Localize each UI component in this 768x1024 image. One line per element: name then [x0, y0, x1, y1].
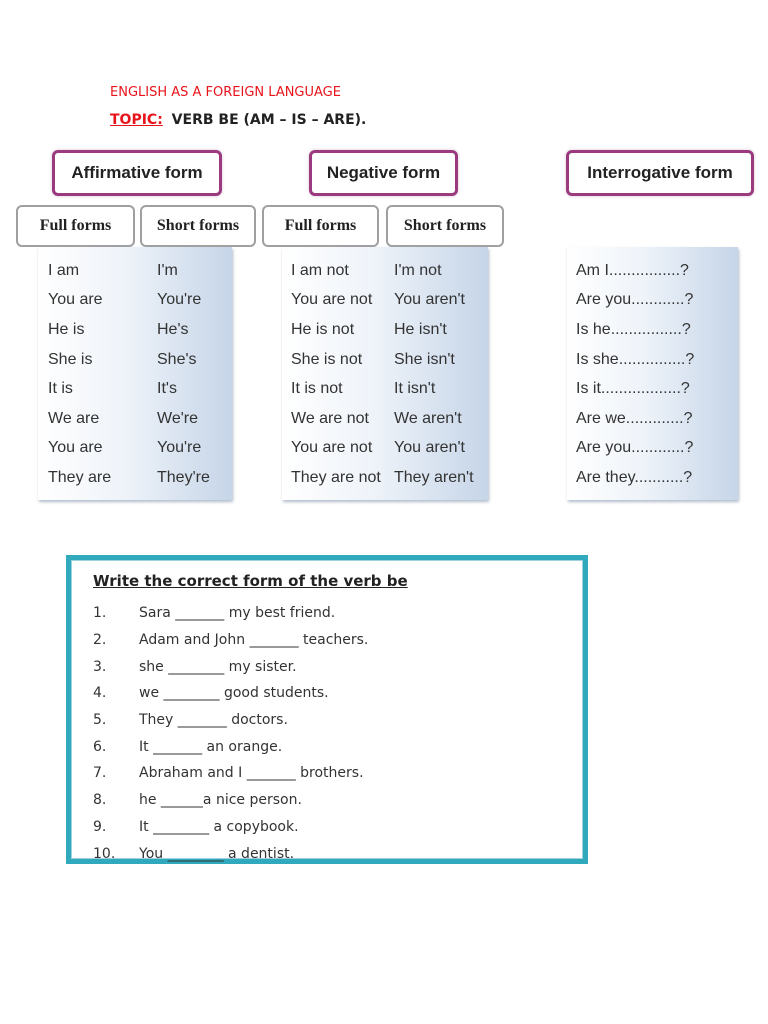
- affirmative-short-forms-header: Short forms: [140, 205, 256, 247]
- exercise-item: [93, 814, 368, 841]
- negative-row: [282, 374, 488, 404]
- interrogative-panel: [567, 247, 738, 500]
- exercise-title: Write the correct form of the verb be: [93, 572, 408, 590]
- affirmative-row: [38, 286, 232, 316]
- affirmative-short-cell: You're: [157, 439, 202, 457]
- interrogative-row: Is she...............?: [576, 350, 695, 368]
- exercise-list: [93, 600, 368, 867]
- interrogative-form-header: Interrogative form: [566, 150, 754, 196]
- affirmative-row: [38, 374, 232, 404]
- exercise-item-text: It ________ a copybook.: [139, 818, 299, 835]
- affirmative-rows: [38, 256, 232, 493]
- exercise-item: [93, 707, 368, 734]
- affirmative-full-cell: He is: [48, 320, 85, 338]
- affirmative-form-header: Affirmative form: [52, 150, 222, 196]
- affirmative-short-cell: He's: [157, 320, 189, 338]
- affirmative-short-cell: It's: [157, 380, 177, 398]
- interrogative-row: Is he................?: [576, 320, 691, 338]
- exercise-item-text: You ________ a dentist.: [139, 845, 295, 862]
- affirmative-full-cell: You are: [48, 439, 103, 457]
- negative-panel: [282, 247, 488, 500]
- affirmative-short-cell: We're: [157, 409, 198, 427]
- affirmative-row: [38, 434, 232, 464]
- exercise-item-number: 7.: [93, 765, 107, 782]
- negative-row: [282, 463, 488, 493]
- affirmative-full-cell: She is: [48, 350, 93, 368]
- exercise-item-text: They _______ doctors.: [139, 712, 288, 729]
- topic-line: [110, 112, 366, 128]
- exercise-item-number: 5.: [93, 712, 107, 729]
- exercise-item: [93, 787, 368, 814]
- negative-full-cell: It is not: [291, 380, 343, 398]
- exercise-item-text: he ______a nice person.: [139, 792, 302, 809]
- interrogative-row: Are you............?: [576, 291, 694, 309]
- exercise-item: [93, 733, 368, 760]
- negative-rows: [282, 256, 488, 493]
- exercise-item-text: we ________ good students.: [139, 685, 329, 702]
- negative-short-forms-header: Short forms: [386, 205, 504, 247]
- interrogative-row: Are they...........?: [576, 468, 693, 486]
- affirmative-full-cell: You are: [48, 291, 103, 309]
- negative-short-cell: It isn't: [394, 380, 436, 398]
- negative-short-cell: He isn't: [394, 320, 447, 338]
- negative-short-cell: You aren't: [394, 439, 465, 457]
- affirmative-row: [38, 463, 232, 493]
- negative-row: [282, 286, 488, 316]
- exercise-item-text: she ________ my sister.: [139, 658, 297, 675]
- negative-full-cell: You are not: [291, 439, 373, 457]
- affirmative-row: [38, 315, 232, 345]
- exercise-item-number: 6.: [93, 738, 107, 755]
- negative-row: [282, 345, 488, 375]
- negative-short-cell: They aren't: [394, 468, 474, 486]
- negative-short-cell: She isn't: [394, 350, 455, 368]
- negative-short-cell: I'm not: [394, 261, 442, 279]
- exercise-item: [93, 680, 368, 707]
- negative-short-cell: We aren't: [394, 409, 462, 427]
- negative-row: [282, 434, 488, 464]
- exercise-item-number: 2.: [93, 632, 107, 649]
- topic-text: VERB BE (AM – IS – ARE).: [171, 112, 367, 128]
- affirmative-row: [38, 404, 232, 434]
- affirmative-short-cell: You're: [157, 291, 202, 309]
- affirmative-short-cell: She's: [157, 350, 197, 368]
- exercise-item-text: Adam and John _______ teachers.: [139, 632, 369, 649]
- exercise-item-number: 9.: [93, 818, 107, 835]
- exercise-item-number: 4.: [93, 685, 107, 702]
- interrogative-row: Are you............?: [576, 439, 694, 457]
- interrogative-rows: [567, 256, 738, 493]
- negative-full-cell: They are not: [291, 468, 381, 486]
- negative-row: [282, 315, 488, 345]
- negative-full-cell: She is not: [291, 350, 363, 368]
- exercise-item-number: 10.: [93, 845, 116, 862]
- exercise-box: [66, 555, 588, 864]
- interrogative-row: Are we.............?: [576, 409, 693, 427]
- affirmative-short-cell: I'm: [157, 261, 178, 279]
- exercise-item-text: Abraham and I _______ brothers.: [139, 765, 364, 782]
- negative-row: [282, 404, 488, 434]
- exercise-item: [93, 600, 368, 627]
- exercise-item-number: 1.: [93, 605, 107, 622]
- negative-form-header: Negative form: [309, 150, 458, 196]
- interrogative-row: Is it..................?: [576, 380, 690, 398]
- negative-full-cell: He is not: [291, 320, 355, 338]
- exercise-item-number: 3.: [93, 658, 107, 675]
- affirmative-full-cell: We are: [48, 409, 100, 427]
- exercise-item: [93, 653, 368, 680]
- negative-full-cell: You are not: [291, 291, 373, 309]
- affirmative-row: [38, 256, 232, 286]
- interrogative-row: Am I................?: [576, 261, 689, 279]
- exercise-item-number: 8.: [93, 792, 107, 809]
- exercise-item-text: Sara _______ my best friend.: [139, 605, 336, 622]
- negative-short-cell: You aren't: [394, 291, 465, 309]
- negative-full-cell: I am not: [291, 261, 349, 279]
- affirmative-full-cell: It is: [48, 380, 73, 398]
- exercise-item-text: It _______ an orange.: [139, 738, 283, 755]
- exercise-item: [93, 760, 368, 787]
- topic-label: TOPIC:: [110, 112, 163, 128]
- exercise-inner: [71, 560, 583, 862]
- exercise-item: [93, 627, 368, 654]
- subject-heading: ENGLISH AS A FOREIGN LANGUAGE: [110, 85, 341, 100]
- affirmative-short-cell: They're: [157, 468, 210, 486]
- affirmative-panel: [38, 247, 232, 500]
- negative-row: [282, 256, 488, 286]
- exercise-item: [93, 840, 368, 867]
- affirmative-full-forms-header: Full forms: [16, 205, 135, 247]
- affirmative-full-cell: They are: [48, 468, 112, 486]
- affirmative-row: [38, 345, 232, 375]
- negative-full-cell: We are not: [291, 409, 369, 427]
- negative-full-forms-header: Full forms: [262, 205, 379, 247]
- affirmative-full-cell: I am: [48, 261, 80, 279]
